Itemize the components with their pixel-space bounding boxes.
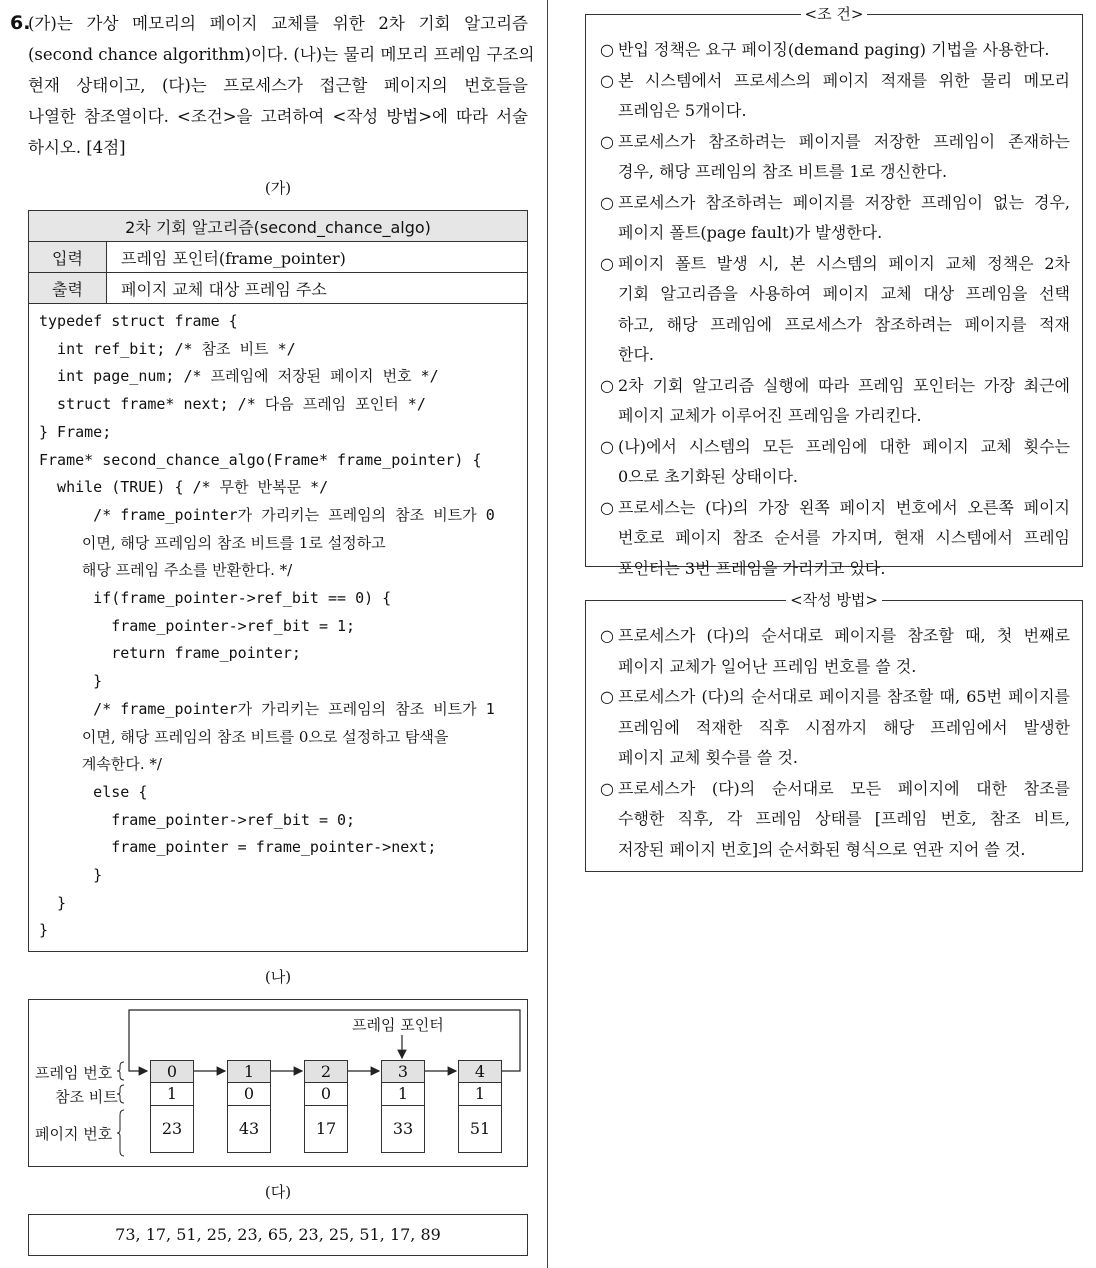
- input-key: 입력: [29, 242, 107, 273]
- bullet-icon: ○: [600, 70, 614, 90]
- frame-box: [381, 1060, 425, 1153]
- bullet-icon: ○: [600, 436, 614, 456]
- row-label-ref: 참조 비트: [55, 1088, 118, 1107]
- item-line: 2차 기회 알고리즘 실행에 따라 프레임 포인터는 가장 최근에: [618, 375, 1070, 395]
- method-list: [600, 621, 1070, 865]
- conditions-title: <조 건>: [801, 5, 868, 23]
- method-item: [600, 621, 1070, 682]
- item-line: 프로세스는 (다)의 가장 왼쪽 페이지 번호에서 오른쪽 페이지: [618, 497, 1070, 517]
- row-label-frame: 프레임 번호: [35, 1064, 113, 1083]
- row-label-page: 페이지 번호: [35, 1125, 113, 1144]
- frame-ref-bit: 0: [305, 1083, 347, 1106]
- item-line: 기회 알고리즘을 사용하여 페이지 교체 대상 프레임을 선택: [618, 284, 1070, 303]
- code-block: [29, 304, 528, 952]
- condition-item: [600, 35, 1070, 66]
- frame-page-number: 17: [315, 1119, 337, 1139]
- item-line: 경우, 해당 프레임의 참조 비트를 1로 갱신한다.: [618, 162, 948, 181]
- frame-number: 2: [305, 1061, 347, 1083]
- conditions-panel: [585, 5, 1083, 578]
- bullet-icon: ○: [600, 40, 614, 59]
- code-line: frame_pointer->ref_bit = 1;: [39, 616, 356, 635]
- code-line: struct frame* next; /* 다음 프레임 포인터 */: [39, 395, 426, 414]
- item-line: 페이지 폴트(page fault)가 발생한다.: [618, 223, 883, 242]
- brace-ref: [117, 1085, 124, 1103]
- item-line: 페이지 폴트 발생 시, 본 시스템의 페이지 교체 정책은 2차: [618, 253, 1070, 273]
- code-line: if(frame_pointer->ref_bit == 0) {: [39, 589, 392, 608]
- conditions-list: [600, 35, 1070, 584]
- item-line: 프레임에 적재한 직후 시점까지 해당 프레임에서 발생한: [618, 717, 1070, 737]
- bullet-icon: ○: [600, 375, 614, 395]
- frame-box: [227, 1060, 271, 1153]
- condition-item: [600, 371, 1070, 432]
- code-line: typedef struct frame {: [39, 312, 238, 330]
- code-line: }: [39, 921, 49, 940]
- code-line: }: [39, 893, 67, 912]
- method-item: [600, 682, 1070, 774]
- frame-diagram: [28, 999, 528, 1167]
- bullet-icon: ○: [600, 778, 614, 798]
- frame-number: 0: [151, 1061, 193, 1083]
- code-line: 계속한다. */: [39, 755, 162, 774]
- code-line: }: [39, 866, 103, 885]
- output-value: 페이지 교체 대상 프레임 주소: [107, 273, 528, 304]
- item-line: 페이지 교체가 이루어진 프레임을 가리킨다.: [618, 406, 922, 425]
- left-column: [10, 8, 535, 1256]
- bullet-icon: ○: [600, 497, 614, 517]
- condition-item: [600, 188, 1070, 249]
- frame-number: 1: [228, 1061, 270, 1083]
- question-line: 현재 상태이고, (다)는 프로세스가 접근할 페이지의 번호들을: [28, 76, 528, 95]
- condition-item: [600, 66, 1070, 127]
- code-line: 이면, 해당 프레임의 참조 비트를 1로 설정하고: [39, 533, 386, 552]
- item-line: 수행한 직후, 각 프레임 상태를 [프레임 번호, 참조 비트,: [618, 809, 1070, 828]
- frame-page-number: 23: [161, 1119, 183, 1139]
- brace-frame: [117, 1062, 124, 1080]
- method-title: <작성 방법>: [786, 591, 882, 609]
- code-line: }: [39, 672, 103, 691]
- frame-page-number: 43: [238, 1119, 260, 1139]
- frame-pointer-label: 프레임 포인터: [352, 1016, 444, 1035]
- item-line: 반입 정책은 요구 페이징(demand paging) 기법을 사용한다.: [618, 40, 1050, 59]
- bullet-icon: ○: [600, 626, 614, 645]
- item-line: 저장된 페이지 번호]의 순서화된 형식으로 연관 지어 쓸 것.: [618, 839, 1026, 859]
- item-line: 페이지 교체가 일어난 프레임 번호를 쓸 것.: [618, 656, 917, 676]
- bullet-icon: ○: [600, 192, 614, 212]
- item-line: 한다.: [618, 345, 654, 364]
- item-line: 본 시스템에서 프로세스의 페이지 적재를 위한 물리 메모리: [618, 70, 1070, 90]
- code-line: } Frame;: [39, 422, 112, 441]
- condition-item: [600, 127, 1070, 188]
- frame-box: [304, 1060, 348, 1153]
- item-line: (나)에서 시스템의 모든 프레임에 대한 페이지 교체 횟수는: [618, 436, 1070, 456]
- item-line: 하고, 해당 프레임에 프로세스가 참조하려는 페이지를 적재: [618, 314, 1070, 334]
- question-line: (second chance algorithm)이다. (나)는 물리 메모리 프레임 구조의: [28, 45, 535, 64]
- code-line: /* frame_pointer가 가리키는 프레임의 참조 비트가 1: [39, 699, 495, 718]
- item-line: 프로세스가 (다)의 순서대로 페이지를 참조할 때, 첫 번째로: [618, 626, 1070, 645]
- code-line: 해당 프레임 주소를 반환한다. */: [39, 561, 293, 580]
- frame-page-number: 51: [469, 1119, 491, 1139]
- code-line: return frame_pointer;: [39, 644, 301, 663]
- question-stem: [10, 8, 535, 163]
- frame-page-number: 33: [392, 1119, 414, 1139]
- frame-box: [458, 1060, 502, 1153]
- code-line: frame_pointer = frame_pointer->next;: [39, 838, 437, 857]
- item-line: 프로세스가 참조하려는 페이지를 저장한 프레임이 없는 경우,: [618, 192, 1070, 212]
- question-number: 6.: [10, 12, 31, 34]
- section-ga-label: (가): [264, 179, 292, 197]
- question-line: 하시오. [4점]: [28, 138, 126, 157]
- question-line: (가)는 가상 메모리의 페이지 교체를 위한 2차 기회 알고리즘: [28, 14, 528, 33]
- frame-ref-bit: 1: [151, 1083, 193, 1106]
- code-line: frame_pointer->ref_bit = 0;: [39, 810, 356, 829]
- brace-page: [117, 1110, 124, 1156]
- code-line: 이면, 해당 프레임의 참조 비트를 0으로 설정하고 탐색을: [39, 727, 449, 746]
- code-line: while (TRUE) { /* 무한 반복문 */: [39, 478, 329, 497]
- code-line: int page_num; /* 프레임에 저장된 페이지 번호 */: [39, 367, 439, 386]
- bullet-icon: ○: [600, 687, 614, 706]
- algorithm-title: 2차 기회 알고리즘(second_chance_algo): [29, 211, 528, 242]
- output-key: 출력: [29, 273, 107, 304]
- item-line: 포인터는 3번 프레임을 가리키고 있다.: [618, 558, 886, 578]
- condition-item: [600, 432, 1070, 493]
- item-line: 번호로 페이지 참조 순서를 가지며, 현재 시스템에서 프레임: [618, 528, 1070, 547]
- item-line: 프로세스가 (다)의 순서대로 페이지를 참조할 때, 65번 페이지를: [618, 687, 1070, 706]
- code-line: Frame* second_chance_algo(Frame* frame_pointer) {: [39, 450, 482, 469]
- input-value: 프레임 포인터(frame_pointer): [107, 242, 528, 273]
- reference-string: 73, 17, 51, 25, 23, 65, 23, 25, 51, 17, 89: [28, 1214, 528, 1256]
- frame-box: [150, 1060, 194, 1153]
- code-line: else {: [39, 782, 148, 801]
- frame-ref-bit: 1: [459, 1083, 501, 1106]
- bullet-icon: ○: [600, 131, 614, 151]
- condition-item: [600, 493, 1070, 585]
- frame-ref-bit: 0: [228, 1083, 270, 1106]
- right-column: [585, 5, 1083, 872]
- item-line: 프로세스가 참조하려는 페이지를 저장한 프레임이 존재하는: [618, 131, 1070, 151]
- algorithm-table: [28, 210, 528, 952]
- section-da-label: (다): [264, 1183, 292, 1202]
- method-item: [600, 774, 1070, 866]
- column-divider: [547, 0, 548, 1268]
- item-line: 0으로 초기화된 상태이다.: [618, 467, 798, 486]
- code-line: int ref_bit; /* 참조 비트 */: [39, 339, 296, 358]
- item-line: 프레임은 5개이다.: [618, 101, 747, 120]
- item-line: 페이지 교체 횟수를 쓸 것.: [618, 748, 798, 767]
- item-line: 프로세스가 (다)의 순서대로 모든 페이지에 대한 참조를: [618, 778, 1070, 798]
- code-line: /* frame_pointer가 가리키는 프레임의 참조 비트가 0: [39, 505, 495, 524]
- frame-ref-bit: 1: [382, 1083, 424, 1106]
- condition-item: [600, 249, 1070, 371]
- frame-number: 3: [382, 1061, 424, 1083]
- method-panel: [585, 591, 1083, 872]
- bullet-icon: ○: [600, 253, 614, 273]
- frame-number: 4: [459, 1061, 501, 1083]
- question-line: 나열한 참조열이다. <조건>을 고려하여 <작성 방법>에 따라 서술: [28, 107, 528, 126]
- section-na-label: (나): [264, 968, 292, 987]
